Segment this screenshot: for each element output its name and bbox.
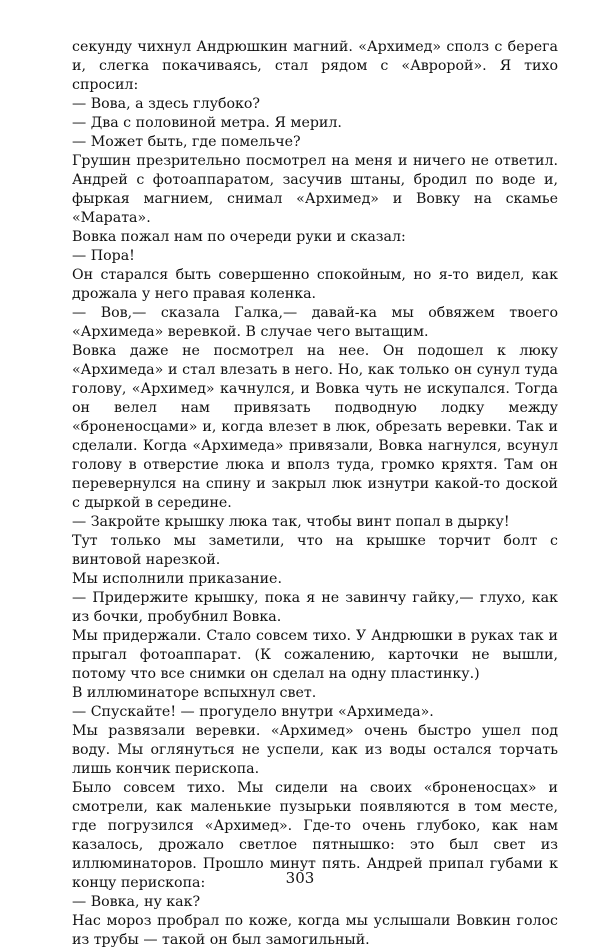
dialogue-line: — Вовка, ну как? bbox=[72, 894, 201, 910]
page-number: 303 bbox=[285, 869, 315, 887]
dialogue-line: — Может быть, где помельче? bbox=[72, 134, 301, 150]
paragraph: Грушин презрительно посмотрел на меня и ничего не ответил. Андрей с фотоаппаратом, засучив штаны, бродил по воде и, фыркая магнием, снимал «Архимед» и Вовку на скамье «Марата». bbox=[72, 153, 558, 226]
paragraph-continuation: секунду чихнул Андрюшкин магний. «Архимед» сполз с берега и, слегка покачиваясь, стал рядом с «Авророй». Я тихо спросил: bbox=[72, 39, 558, 93]
paragraph: Мы исполнили приказание. bbox=[72, 571, 282, 587]
dialogue-line: — Вов,— сказала Галка,— давай-ка мы обвяжем твоего «Архимеда» веревкой. В случае чего вытащим. bbox=[72, 305, 558, 340]
dialogue-line: — Закройте крышку люка так, чтобы винт попал в дырку! bbox=[72, 514, 510, 530]
paragraph: Мы придержали. Стало совсем тихо. У Андрюшки в руках так и прыгал фотоаппарат. (К сожалению, карточки не вышли, потому что все снимки он сделал на одну пластинку.) bbox=[72, 628, 558, 682]
dialogue-line: — Придержите крышку, пока я не завинчу гайку,— глухо, как из бочки, пробубнил Вовка. bbox=[72, 590, 558, 625]
page-body-text bbox=[72, 38, 558, 950]
paragraph: Он старался быть совершенно спокойным, но я-то видел, как дрожала у него правая коленка. bbox=[72, 267, 558, 302]
paragraph: Мы развязали веревки. «Архимед» очень быстро ушел под воду. Мы оглянуться не успели, как из воды остался торчать лишь кончик перископа. bbox=[72, 723, 558, 777]
paragraph: Было совсем тихо. Мы сидели на своих «броненосцах» и смотрели, как маленькие пузырьки появляются в том месте, где погрузился «Архимед». Где-то очень глубоко, как нам казалось, дрожало светлое пятнышко: это был свет из иллюминаторов. Прошло минут пять. Андрей припал губами к концу перископа: bbox=[72, 780, 558, 891]
dialogue-line: — Вова, а здесь глубоко? bbox=[72, 96, 261, 112]
dialogue-line: — Спускайте! — прогудело внутри «Архимеда». bbox=[72, 704, 434, 720]
paragraph: Тут только мы заметили, что на крышке торчит болт с винтовой нарезкой. bbox=[72, 533, 558, 568]
paragraph: Вовка даже не посмотрел на нее. Он подошел к люку «Архимеда» и стал влезать в него. Но, как только он сунул туда голову, «Архимед» качнулся, и Вовка чуть не искупался. Тогда он велел нам привязать подводную лодку между «броненосцами» и, когда влезет в люк, обрезать веревки. Так и сделали. Когда «Архимеда» привязали, Вовка нагнулся, всунул голову в отверстие люка и вполз туда, громко кряхтя. Там он перевернулся на спину и закрыл люк изнутри какой-то доской с дыркой в середине. bbox=[72, 343, 558, 511]
dialogue-line: — Пора! bbox=[72, 248, 135, 264]
dialogue-line: — Два с половиной метра. Я мерил. bbox=[72, 115, 342, 131]
paragraph: В иллюминаторе вспыхнул свет. bbox=[72, 685, 317, 701]
paragraph: Нас мороз пробрал по коже, когда мы услышали Вовкин голос из трубы — такой он был замогильный. bbox=[72, 913, 558, 948]
paragraph: Вовка пожал нам по очереди руки и сказал: bbox=[72, 229, 406, 245]
